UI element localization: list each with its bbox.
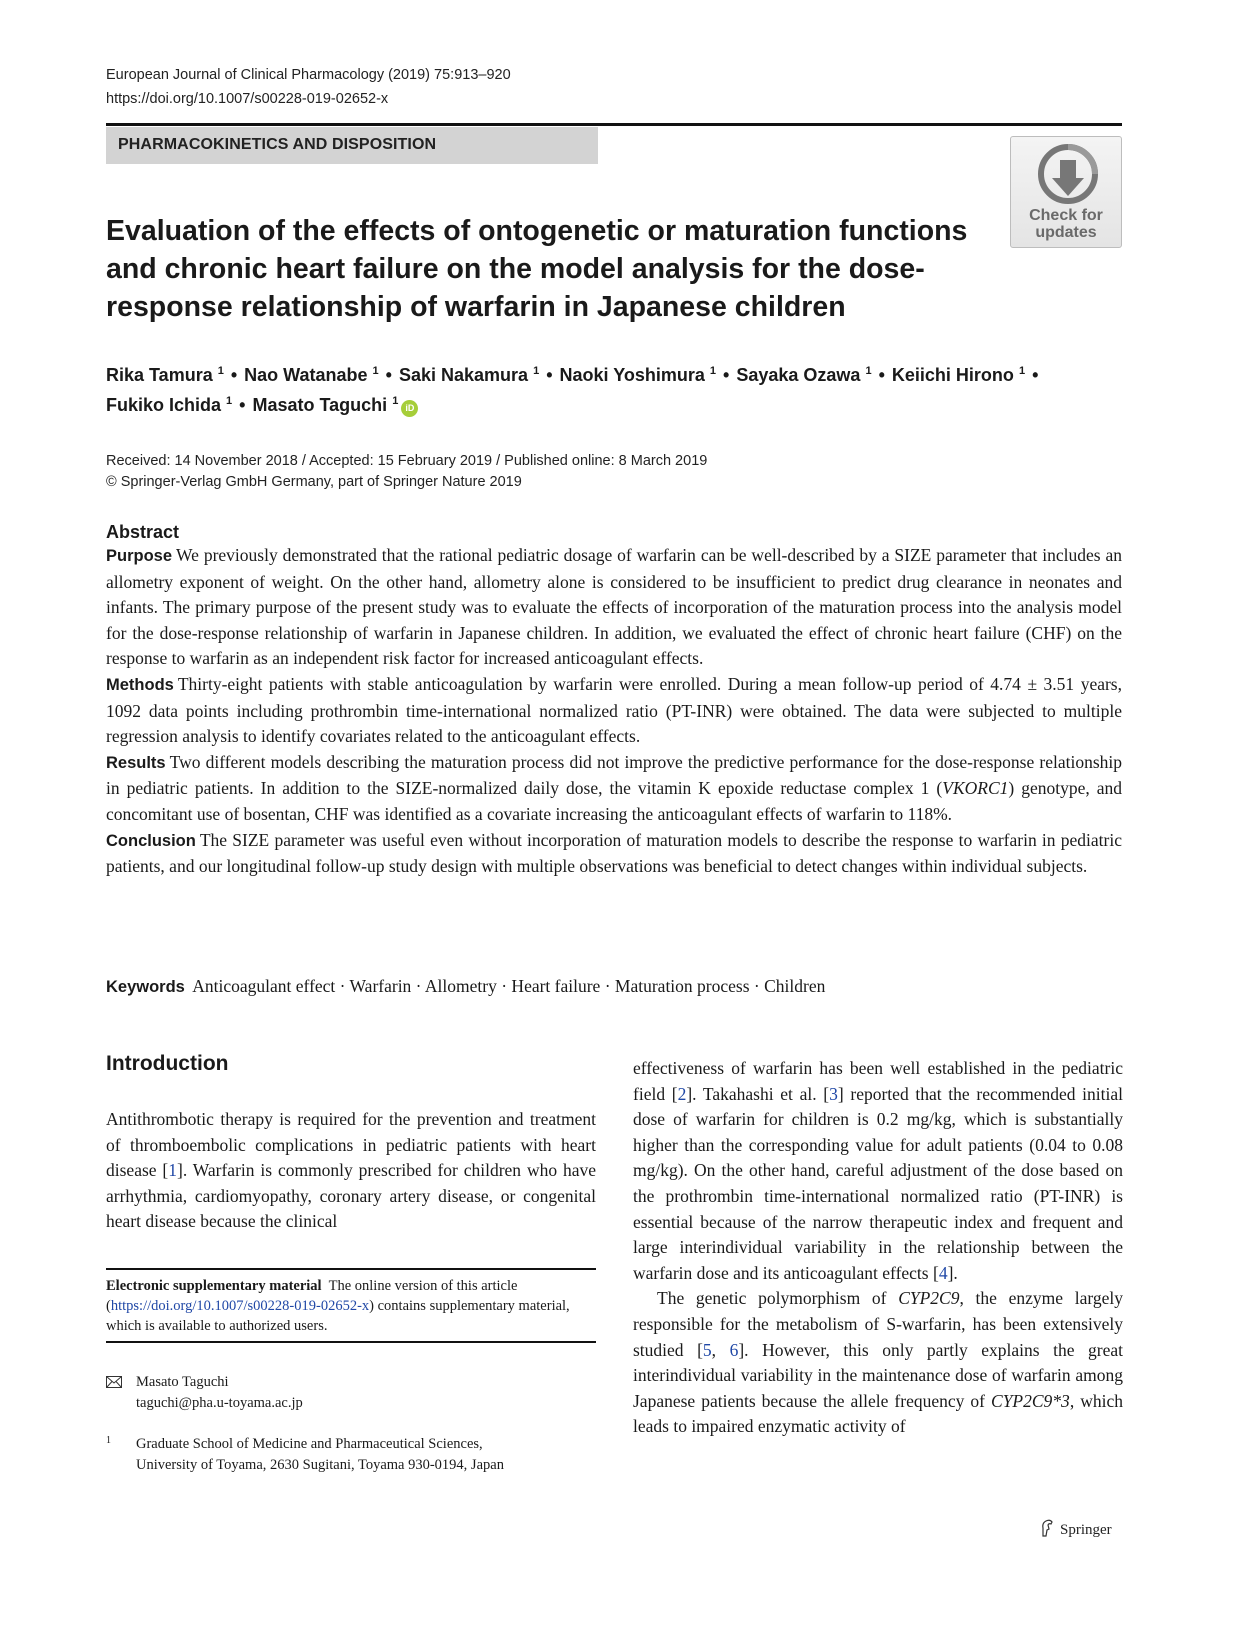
contact-email[interactable]: taguchi@pha.u-toyama.ac.jp — [136, 1395, 303, 1411]
affiliation-number: 1 — [106, 1435, 111, 1446]
citation-link[interactable]: 4 — [938, 1262, 948, 1283]
author-name[interactable]: Nao Watanabe $^1$ — [244, 365, 379, 385]
article-title: Evaluation of the effects of ontogenetic or maturation functions and chronic heart failure on the model analysis for the dose-response relationship of warfarin in Japanese children — [106, 215, 968, 323]
article-doi[interactable]: https://doi.org/10.1007/s00228-019-02652-x — [106, 91, 389, 107]
keywords-label: Keywords — [106, 978, 185, 996]
publisher-logo: Springer — [1040, 1519, 1112, 1539]
author-name[interactable]: Naoki Yoshimura $^1$ — [559, 365, 717, 385]
abstract-heading: Abstract — [106, 522, 180, 542]
copyright-notice: © Springer-Verlag GmbH Germany, part of Springer Nature 2019 — [106, 474, 522, 490]
check-for-updates-icon — [1038, 144, 1098, 204]
section-label: PHARMACOKINETICS AND DISPOSITION — [118, 136, 437, 153]
supplementary-link[interactable]: https://doi.org/10.1007/s00228-019-02652-x — [110, 1298, 370, 1314]
author-list: Rika Tamura $^1$ • Nao Watanabe $^1$ • Saki Nakamura $^1$ • Naoki Yoshimura $^1$ • Sayaka Ozawa $^1$ • Keiichi Hirono $^1$ • Fukiko Ichida $^1$ • Masato Taguchi $^1$iD — [106, 365, 1039, 415]
affiliation-line: Graduate School of Medicine and Pharmaceutical Sciences, — [136, 1436, 483, 1452]
header-rule — [106, 123, 1122, 126]
introduction-right-column: effectiveness of warfarin has been well established in the pediatric field [2]. Takahashi et al. [3] reported that the recommended initial dose of warfarin for children is 0.2 mg/kg, which is substantially higher than the corresponding value for adult patients (0.04 to 0.08 mg/kg). On the other hand, careful adjustment of the dose based on the prothrombin time-international normalized ratio (PT-INR) is essential because of the narrow therapeutic index and frequent and large interindividual variability in the relationship between the warfarin dose and its anticoagulant effects [4]. The genetic polymorphism of CYP2C9, the enzyme largely responsible for the metabolism of S-warfarin, has been extensively studied [5, 6]. However, this only partly explains the great interindividual variability in the maintenance dose of warfarin among Japanese patients because the allele frequency of CYP2C9*3, which leads to impaired enzymatic activity of — [633, 1058, 1124, 1437]
keywords — [106, 976, 1122, 997]
keywords-list: Anticoagulant effect · Warfarin · Allometry · Heart failure · Maturation process · Children — [192, 976, 826, 996]
citation-link[interactable]: 2 — [677, 1083, 687, 1104]
author-name[interactable]: Rika Tamura $^1$ — [106, 365, 224, 385]
orcid-icon[interactable]: iD — [401, 400, 418, 417]
introduction-left-column: Antithrombotic therapy is required for the prevention and treatment of thromboembolic complications in pediatric patients with heart disease [1]. Warfarin is commonly prescribed for children who have arrhythmia, cardiomyopathy, coronary artery disease, or congenital heart disease because the clinical — [106, 1109, 596, 1232]
supplementary-material-note: Electronic supplementary material The online version of this article (https://doi.org/10.1007/s00228-019-02652-x) contains supplementary material, which is available to authorized users. — [106, 1278, 570, 1334]
author-name[interactable]: Fukiko Ichida $^1$ — [106, 395, 233, 415]
author-name[interactable]: Masato Taguchi $^1$ — [252, 395, 399, 415]
citation-link[interactable]: 1 — [168, 1160, 177, 1181]
author-name[interactable]: Keiichi Hirono $^1$ — [891, 365, 1026, 385]
footnote-rule — [106, 1268, 596, 1270]
affiliation-line: University of Toyama, 2630 Sugitani, Toyama 930-0194, Japan — [136, 1457, 504, 1473]
springer-horse-icon — [1040, 1519, 1054, 1537]
introduction-heading: Introduction — [106, 1052, 229, 1075]
journal-citation: European Journal of Clinical Pharmacology (2019) 75:913–920 — [106, 67, 511, 83]
contact-name: Masato Taguchi — [136, 1374, 229, 1390]
citation-link[interactable]: 6 — [729, 1339, 739, 1360]
abstract-conclusion: Conclusion The SIZE parameter was useful even without incorporation of maturation models to describe the response to warfarin in pediatric patients, and our longitudinal follow-up study design with multiple observations was beneficial to detect changes within individual subjects. — [106, 829, 1122, 877]
citation-link[interactable]: 5 — [702, 1339, 712, 1360]
citation-link[interactable]: 3 — [829, 1083, 838, 1104]
abstract-results: Results Two different models describing the maturation process did not improve the predictive performance for the dose-response relationship in pediatric patients. In addition to the SIZE-normalized daily dose, the vitamin K epoxide reductase complex 1 (VKORC1) genotype, and concomitant use of bosentan, CHF was identified as a covariate increasing the anticoagulant effects of warfarin to 118%. — [106, 751, 1122, 824]
abstract-methods: Methods Thirty-eight patients with stable anticoagulation by warfarin were enrolled. During a mean follow-up period of 4.74 ± 3.51 years, 1092 data points including prothrombin time-international normalized ratio (PT-INR) were obtained. The data were subjected to multiple regression analysis to identify covariates related to the anticoagulant effects. — [106, 673, 1122, 747]
author-name[interactable]: Saki Nakamura $^1$ — [398, 365, 540, 385]
envelope-icon — [106, 1376, 122, 1388]
abstract-body — [106, 543, 1122, 880]
publication-dates: Received: 14 November 2018 / Accepted: 15 February 2019 / Published online: 8 March 2019 — [106, 453, 708, 469]
check-for-updates-button[interactable] — [1010, 136, 1122, 248]
author-name[interactable]: Sayaka Ozawa $^1$ — [736, 365, 872, 385]
abstract-purpose: Purpose We previously demonstrated that the rational pediatric dosage of warfarin can be well-described by a SIZE parameter that includes an allometry exponent of weight. On the other hand, allometry alone is considered to be insufficient to predict drug clearance in neonates and infants. The primary purpose of the present study was to evaluate the effects of incorporation of the maturation process into the analysis model for the dose-response relationship of warfarin in Japanese children. In addition, we evaluated the effect of chronic heart failure (CHF) on the response to warfarin as an independent risk factor for increased anticoagulant effects. — [106, 545, 1122, 669]
footnote-rule — [106, 1341, 596, 1343]
check-for-updates-label: Check for updates — [1029, 207, 1103, 241]
